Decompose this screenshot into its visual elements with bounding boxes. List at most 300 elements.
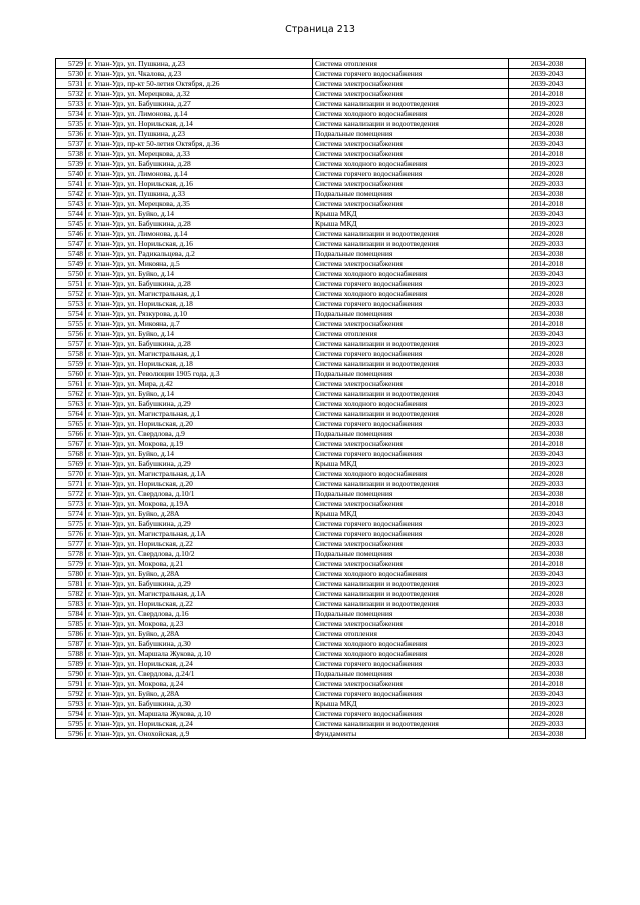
period-cell: 2024-2028 xyxy=(509,229,586,239)
period-cell: 2014-2018 xyxy=(509,199,586,209)
table-row xyxy=(56,79,586,89)
address-cell: г. Улан-Удэ, ул. Норильская, д.18 xyxy=(86,299,313,309)
address-cell: г. Улан-Удэ, ул. Буйко, д.14 xyxy=(86,329,313,339)
period-cell: 2034-2038 xyxy=(509,549,586,559)
table-row xyxy=(56,469,586,479)
system-cell: Система горячего водоснабжения xyxy=(313,279,509,289)
period-cell: 2024-2028 xyxy=(509,529,586,539)
row-number-cell: 5775 xyxy=(56,519,86,529)
row-number-cell: 5734 xyxy=(56,109,86,119)
row-number-cell: 5773 xyxy=(56,499,86,509)
system-cell: Крыша МКД xyxy=(313,699,509,709)
table-row xyxy=(56,399,586,409)
system-cell: Крыша МКД xyxy=(313,209,509,219)
row-number-cell: 5741 xyxy=(56,179,86,189)
period-cell: 2034-2038 xyxy=(509,609,586,619)
period-cell: 2034-2038 xyxy=(509,489,586,499)
address-cell: г. Улан-Удэ, ул. Бабушкина, д.28 xyxy=(86,159,313,169)
system-cell: Система холодного водоснабжения xyxy=(313,469,509,479)
row-number-cell: 5783 xyxy=(56,599,86,609)
system-cell: Система холодного водоснабжения xyxy=(313,109,509,119)
period-cell: 2034-2038 xyxy=(509,189,586,199)
address-cell: г. Улан-Удэ, ул. Магистральная, д.1А xyxy=(86,589,313,599)
period-cell: 2019-2023 xyxy=(509,339,586,349)
table-row xyxy=(56,409,586,419)
address-cell: г. Улан-Удэ, ул. Свердлова, д.10/1 xyxy=(86,489,313,499)
system-cell: Система электроснабжения xyxy=(313,319,509,329)
system-cell: Система электроснабжения xyxy=(313,139,509,149)
address-cell: г. Улан-Удэ, ул. Маршала Жукова, д.10 xyxy=(86,709,313,719)
row-number-cell: 5749 xyxy=(56,259,86,269)
period-cell: 2039-2043 xyxy=(509,79,586,89)
period-cell: 2024-2028 xyxy=(509,409,586,419)
address-cell: г. Улан-Удэ, ул. Магистральная, д.1 xyxy=(86,409,313,419)
table-row xyxy=(56,129,586,139)
address-cell: г. Улан-Удэ, ул. Норильская, д.22 xyxy=(86,539,313,549)
address-cell: г. Улан-Удэ, ул. Микояна, д.7 xyxy=(86,319,313,329)
row-number-cell: 5788 xyxy=(56,649,86,659)
address-cell: г. Улан-Удэ, ул. Магистральная, д.1 xyxy=(86,349,313,359)
row-number-cell: 5755 xyxy=(56,319,86,329)
row-number-cell: 5777 xyxy=(56,539,86,549)
period-cell: 2039-2043 xyxy=(509,69,586,79)
system-cell: Подвальные помещения xyxy=(313,309,509,319)
system-cell: Крыша МКД xyxy=(313,509,509,519)
system-cell: Система канализации и водоотведения xyxy=(313,389,509,399)
table-row xyxy=(56,379,586,389)
row-number-cell: 5745 xyxy=(56,219,86,229)
address-cell: г. Улан-Удэ, ул. Пушкина, д.23 xyxy=(86,59,313,69)
address-cell: г. Улан-Удэ, ул. Буйко, д.28А xyxy=(86,629,313,639)
table-row xyxy=(56,539,586,549)
system-cell: Подвальные помещения xyxy=(313,549,509,559)
row-number-cell: 5732 xyxy=(56,89,86,99)
period-cell: 2029-2033 xyxy=(509,179,586,189)
system-cell: Подвальные помещения xyxy=(313,189,509,199)
period-cell: 2014-2018 xyxy=(509,559,586,569)
period-cell: 2039-2043 xyxy=(509,569,586,579)
row-number-cell: 5785 xyxy=(56,619,86,629)
table-row xyxy=(56,109,586,119)
table-row xyxy=(56,629,586,639)
row-number-cell: 5751 xyxy=(56,279,86,289)
table-row xyxy=(56,239,586,249)
address-cell: г. Улан-Удэ, ул. Буйко, д.28А xyxy=(86,689,313,699)
period-cell: 2029-2033 xyxy=(509,599,586,609)
period-cell: 2039-2043 xyxy=(509,209,586,219)
address-cell: г. Улан-Удэ, ул. Магистральная, д.1А xyxy=(86,529,313,539)
period-cell: 2019-2023 xyxy=(509,99,586,109)
system-cell: Крыша МКД xyxy=(313,219,509,229)
table-row xyxy=(56,689,586,699)
address-cell: г. Улан-Удэ, ул. Бабушкина, д.30 xyxy=(86,699,313,709)
row-number-cell: 5750 xyxy=(56,269,86,279)
row-number-cell: 5743 xyxy=(56,199,86,209)
table-row xyxy=(56,139,586,149)
row-number-cell: 5742 xyxy=(56,189,86,199)
system-cell: Подвальные помещения xyxy=(313,489,509,499)
address-cell: г. Улан-Удэ, ул. Мокрова, д.23 xyxy=(86,619,313,629)
period-cell: 2039-2043 xyxy=(509,689,586,699)
period-cell: 2019-2023 xyxy=(509,699,586,709)
system-cell: Система электроснабжения xyxy=(313,439,509,449)
period-cell: 2024-2028 xyxy=(509,469,586,479)
row-number-cell: 5789 xyxy=(56,659,86,669)
row-number-cell: 5790 xyxy=(56,669,86,679)
period-cell: 2019-2023 xyxy=(509,519,586,529)
address-cell: г. Улан-Удэ, ул. Бабушкина, д.28 xyxy=(86,279,313,289)
row-number-cell: 5770 xyxy=(56,469,86,479)
period-cell: 2029-2033 xyxy=(509,719,586,729)
row-number-cell: 5758 xyxy=(56,349,86,359)
address-cell: г. Улан-Удэ, ул. Норильская, д.18 xyxy=(86,359,313,369)
system-cell: Система холодного водоснабжения xyxy=(313,569,509,579)
system-cell: Система электроснабжения xyxy=(313,149,509,159)
table-row xyxy=(56,349,586,359)
table-row xyxy=(56,609,586,619)
period-cell: 2014-2018 xyxy=(509,679,586,689)
row-number-cell: 5762 xyxy=(56,389,86,399)
period-cell: 2034-2038 xyxy=(509,59,586,69)
table-row xyxy=(56,149,586,159)
system-cell: Система горячего водоснабжения xyxy=(313,709,509,719)
address-cell: г. Улан-Удэ, ул. Радикальцева, д.2 xyxy=(86,249,313,259)
row-number-cell: 5767 xyxy=(56,439,86,449)
table-row xyxy=(56,369,586,379)
system-cell: Система канализации и водоотведения xyxy=(313,99,509,109)
address-cell: г. Улан-Удэ, ул. Лимонова, д.14 xyxy=(86,109,313,119)
row-number-cell: 5784 xyxy=(56,609,86,619)
page-title: Страница 213 xyxy=(285,24,355,35)
row-number-cell: 5761 xyxy=(56,379,86,389)
row-number-cell: 5765 xyxy=(56,419,86,429)
table-row xyxy=(56,639,586,649)
address-cell: г. Улан-Удэ, ул. Мерецкова, д.33 xyxy=(86,149,313,159)
row-number-cell: 5746 xyxy=(56,229,86,239)
system-cell: Подвальные помещения xyxy=(313,129,509,139)
address-cell: г. Улан-Удэ, ул. Норильская, д.24 xyxy=(86,719,313,729)
address-cell: г. Улан-Удэ, ул. Бабушкина, д.29 xyxy=(86,399,313,409)
period-cell: 2014-2018 xyxy=(509,379,586,389)
table-row xyxy=(56,649,586,659)
system-cell: Система горячего водоснабжения xyxy=(313,529,509,539)
address-cell: г. Улан-Удэ, ул. Норильская, д.16 xyxy=(86,239,313,249)
table-row xyxy=(56,279,586,289)
address-cell: г. Улан-Удэ, ул. Буйко, д.14 xyxy=(86,269,313,279)
address-cell: г. Улан-Удэ, ул. Мокрова, д.24 xyxy=(86,679,313,689)
system-cell: Система канализации и водоотведения xyxy=(313,119,509,129)
table-row xyxy=(56,679,586,689)
table-row xyxy=(56,339,586,349)
address-cell: г. Улан-Удэ, ул. Свердлова, д.9 xyxy=(86,429,313,439)
table-row xyxy=(56,259,586,269)
address-cell: г. Улан-Удэ, ул. Бабушкина, д.28 xyxy=(86,219,313,229)
period-cell: 2019-2023 xyxy=(509,399,586,409)
row-number-cell: 5796 xyxy=(56,729,86,739)
period-cell: 2024-2028 xyxy=(509,649,586,659)
row-number-cell: 5769 xyxy=(56,459,86,469)
row-number-cell: 5764 xyxy=(56,409,86,419)
system-cell: Система электроснабжения xyxy=(313,619,509,629)
period-cell: 2014-2018 xyxy=(509,149,586,159)
table-row xyxy=(56,529,586,539)
table-row xyxy=(56,589,586,599)
address-cell: г. Улан-Удэ, ул. Революции 1905 года, д.3 xyxy=(86,369,313,379)
address-cell: г. Улан-Удэ, ул. Мокрова, д.19 xyxy=(86,439,313,449)
system-cell: Система горячего водоснабжения xyxy=(313,449,509,459)
row-number-cell: 5795 xyxy=(56,719,86,729)
row-number-cell: 5760 xyxy=(56,369,86,379)
period-cell: 2034-2038 xyxy=(509,729,586,739)
address-cell: г. Улан-Удэ, ул. Свердлова, д.10/2 xyxy=(86,549,313,559)
system-cell: Система горячего водоснабжения xyxy=(313,349,509,359)
period-cell: 2034-2038 xyxy=(509,669,586,679)
period-cell: 2024-2028 xyxy=(509,109,586,119)
period-cell: 2029-2033 xyxy=(509,479,586,489)
address-cell: г. Улан-Удэ, ул. Лимонова, д.14 xyxy=(86,169,313,179)
period-cell: 2034-2038 xyxy=(509,429,586,439)
system-cell: Система электроснабжения xyxy=(313,199,509,209)
row-number-cell: 5731 xyxy=(56,79,86,89)
period-cell: 2039-2043 xyxy=(509,449,586,459)
row-number-cell: 5763 xyxy=(56,399,86,409)
address-cell: г. Улан-Удэ, ул. Бабушкина, д.29 xyxy=(86,519,313,529)
row-number-cell: 5739 xyxy=(56,159,86,169)
table-row xyxy=(56,89,586,99)
table-row xyxy=(56,719,586,729)
period-cell: 2029-2033 xyxy=(509,419,586,429)
system-cell: Система электроснабжения xyxy=(313,89,509,99)
row-number-cell: 5772 xyxy=(56,489,86,499)
system-cell: Система канализации и водоотведения xyxy=(313,719,509,729)
address-cell: г. Улан-Удэ, ул. Чкалова, д.23 xyxy=(86,69,313,79)
row-number-cell: 5752 xyxy=(56,289,86,299)
table-row xyxy=(56,709,586,719)
address-cell: г. Улан-Удэ, ул. Норильская, д.14 xyxy=(86,119,313,129)
row-number-cell: 5780 xyxy=(56,569,86,579)
row-number-cell: 5793 xyxy=(56,699,86,709)
row-number-cell: 5740 xyxy=(56,169,86,179)
address-cell: г. Улан-Удэ, ул. Норильская, д.22 xyxy=(86,599,313,609)
table-row xyxy=(56,439,586,449)
table-row xyxy=(56,569,586,579)
address-cell: г. Улан-Удэ, ул. Магистральная, д.1 xyxy=(86,289,313,299)
table-row xyxy=(56,119,586,129)
period-cell: 2014-2018 xyxy=(509,439,586,449)
table-row xyxy=(56,459,586,469)
table-row xyxy=(56,249,586,259)
row-number-cell: 5782 xyxy=(56,589,86,599)
system-cell: Система горячего водоснабжения xyxy=(313,659,509,669)
system-cell: Подвальные помещения xyxy=(313,369,509,379)
system-cell: Система холодного водоснабжения xyxy=(313,289,509,299)
table-row xyxy=(56,319,586,329)
period-cell: 2019-2023 xyxy=(509,639,586,649)
row-number-cell: 5744 xyxy=(56,209,86,219)
row-number-cell: 5774 xyxy=(56,509,86,519)
address-cell: г. Улан-Удэ, ул. Бабушкина, д.28 xyxy=(86,339,313,349)
system-cell: Система горячего водоснабжения xyxy=(313,299,509,309)
period-cell: 2024-2028 xyxy=(509,169,586,179)
system-cell: Система канализации и водоотведения xyxy=(313,339,509,349)
address-cell: г. Улан-Удэ, ул. Буйко, д.14 xyxy=(86,449,313,459)
system-cell: Система горячего водоснабжения xyxy=(313,419,509,429)
row-number-cell: 5778 xyxy=(56,549,86,559)
system-cell: Система холодного водоснабжения xyxy=(313,269,509,279)
row-number-cell: 5737 xyxy=(56,139,86,149)
system-cell: Система канализации и водоотведения xyxy=(313,579,509,589)
address-cell: г. Улан-Удэ, ул. Мира, д.42 xyxy=(86,379,313,389)
table-row xyxy=(56,199,586,209)
period-cell: 2029-2033 xyxy=(509,659,586,669)
address-cell: г. Улан-Удэ, ул. Магистральная, д.1А xyxy=(86,469,313,479)
period-cell: 2024-2028 xyxy=(509,119,586,129)
period-cell: 2014-2018 xyxy=(509,619,586,629)
row-number-cell: 5757 xyxy=(56,339,86,349)
row-number-cell: 5781 xyxy=(56,579,86,589)
address-cell: г. Улан-Удэ, ул. Бабушкина, д.29 xyxy=(86,459,313,469)
table-row xyxy=(56,189,586,199)
system-cell: Система отопления xyxy=(313,629,509,639)
system-cell: Система канализации и водоотведения xyxy=(313,239,509,249)
table-row xyxy=(56,219,586,229)
repair-schedule-table xyxy=(55,58,586,739)
address-cell: г. Улан-Удэ, ул. Пушкина, д.33 xyxy=(86,189,313,199)
period-cell: 2039-2043 xyxy=(509,509,586,519)
table-row xyxy=(56,579,586,589)
period-cell: 2024-2028 xyxy=(509,349,586,359)
table-row xyxy=(56,549,586,559)
address-cell: г. Улан-Удэ, ул. Свердлова, д.16 xyxy=(86,609,313,619)
row-number-cell: 5779 xyxy=(56,559,86,569)
row-number-cell: 5735 xyxy=(56,119,86,129)
system-cell: Система отопления xyxy=(313,59,509,69)
system-cell: Система горячего водоснабжения xyxy=(313,169,509,179)
row-number-cell: 5733 xyxy=(56,99,86,109)
address-cell: г. Улан-Удэ, ул. Буйко, д.28А xyxy=(86,569,313,579)
table-row xyxy=(56,289,586,299)
row-number-cell: 5768 xyxy=(56,449,86,459)
period-cell: 2039-2043 xyxy=(509,629,586,639)
address-cell: г. Улан-Удэ, ул. Лимонова, д.14 xyxy=(86,229,313,239)
table-row xyxy=(56,269,586,279)
system-cell: Система холодного водоснабжения xyxy=(313,399,509,409)
system-cell: Система горячего водоснабжения xyxy=(313,689,509,699)
address-cell: г. Улан-Удэ, ул. Мокрова, д.19А xyxy=(86,499,313,509)
address-cell: г. Улан-Удэ, ул. Мокрова, д.21 xyxy=(86,559,313,569)
table-row xyxy=(56,359,586,369)
row-number-cell: 5786 xyxy=(56,629,86,639)
table-row xyxy=(56,389,586,399)
row-number-cell: 5736 xyxy=(56,129,86,139)
row-number-cell: 5754 xyxy=(56,309,86,319)
table-row xyxy=(56,329,586,339)
period-cell: 2014-2018 xyxy=(509,89,586,99)
table-row xyxy=(56,509,586,519)
system-cell: Система холодного водоснабжения xyxy=(313,159,509,169)
row-number-cell: 5776 xyxy=(56,529,86,539)
address-cell: г. Улан-Удэ, ул. Норильская, д.20 xyxy=(86,419,313,429)
period-cell: 2024-2028 xyxy=(509,289,586,299)
system-cell: Система канализации и водоотведения xyxy=(313,359,509,369)
row-number-cell: 5729 xyxy=(56,59,86,69)
row-number-cell: 5794 xyxy=(56,709,86,719)
period-cell: 2039-2043 xyxy=(509,269,586,279)
period-cell: 2034-2038 xyxy=(509,249,586,259)
system-cell: Система горячего водоснабжения xyxy=(313,69,509,79)
system-cell: Система горячего водоснабжения xyxy=(313,519,509,529)
address-cell: г. Улан-Удэ, ул. Мерецкова, д.32 xyxy=(86,89,313,99)
address-cell: г. Улан-Удэ, ул. Норильская, д.20 xyxy=(86,479,313,489)
table-row xyxy=(56,429,586,439)
system-cell: Система канализации и водоотведения xyxy=(313,229,509,239)
system-cell: Система электроснабжения xyxy=(313,539,509,549)
system-cell: Система канализации и водоотведения xyxy=(313,409,509,419)
table-row xyxy=(56,599,586,609)
period-cell: 2034-2038 xyxy=(509,369,586,379)
table-row xyxy=(56,299,586,309)
system-cell: Система отопления xyxy=(313,329,509,339)
table-row xyxy=(56,489,586,499)
address-cell: г. Улан-Удэ, ул. Бабушкина, д.29 xyxy=(86,579,313,589)
system-cell: Система электроснабжения xyxy=(313,559,509,569)
table-row xyxy=(56,729,586,739)
table-row xyxy=(56,619,586,629)
period-cell: 2014-2018 xyxy=(509,319,586,329)
row-number-cell: 5791 xyxy=(56,679,86,689)
address-cell: г. Улан-Удэ, ул. Норильская, д.24 xyxy=(86,659,313,669)
address-cell: г. Улан-Удэ, ул. Мерецкова, д.35 xyxy=(86,199,313,209)
period-cell: 2039-2043 xyxy=(509,389,586,399)
row-number-cell: 5730 xyxy=(56,69,86,79)
table-row xyxy=(56,659,586,669)
system-cell: Система канализации и водоотведения xyxy=(313,479,509,489)
period-cell: 2014-2018 xyxy=(509,259,586,269)
address-cell: г. Улан-Удэ, ул. Микояна, д.5 xyxy=(86,259,313,269)
period-cell: 2039-2043 xyxy=(509,329,586,339)
address-cell: г. Улан-Удэ, пр-кт 50-летия Октября, д.26 xyxy=(86,79,313,89)
system-cell: Система электроснабжения xyxy=(313,379,509,389)
address-cell: г. Улан-Удэ, ул. Свердлова, д.24/1 xyxy=(86,669,313,679)
table-row xyxy=(56,229,586,239)
address-cell: г. Улан-Удэ, ул. Норильская, д.16 xyxy=(86,179,313,189)
period-cell: 2019-2023 xyxy=(509,279,586,289)
period-cell: 2029-2033 xyxy=(509,299,586,309)
table-row xyxy=(56,559,586,569)
row-number-cell: 5747 xyxy=(56,239,86,249)
period-cell: 2014-2018 xyxy=(509,499,586,509)
period-cell: 2034-2038 xyxy=(509,309,586,319)
system-cell: Система холодного водоснабжения xyxy=(313,639,509,649)
table-row xyxy=(56,159,586,169)
table-row xyxy=(56,699,586,709)
table-row xyxy=(56,209,586,219)
address-cell: г. Улан-Удэ, ул. Пушкина, д.23 xyxy=(86,129,313,139)
row-number-cell: 5738 xyxy=(56,149,86,159)
period-cell: 2029-2033 xyxy=(509,539,586,549)
table-row xyxy=(56,479,586,489)
period-cell: 2029-2033 xyxy=(509,359,586,369)
system-cell: Подвальные помещения xyxy=(313,669,509,679)
period-cell: 2024-2028 xyxy=(509,589,586,599)
table-row xyxy=(56,179,586,189)
table-row xyxy=(56,59,586,69)
address-cell: г. Улан-Удэ, ул. Буйко, д.14 xyxy=(86,389,313,399)
row-number-cell: 5748 xyxy=(56,249,86,259)
address-cell: г. Улан-Удэ, ул. Бабушкина, д.30 xyxy=(86,639,313,649)
row-number-cell: 5759 xyxy=(56,359,86,369)
address-cell: г. Улан-Удэ, ул. Рязкурова, д.10 xyxy=(86,309,313,319)
